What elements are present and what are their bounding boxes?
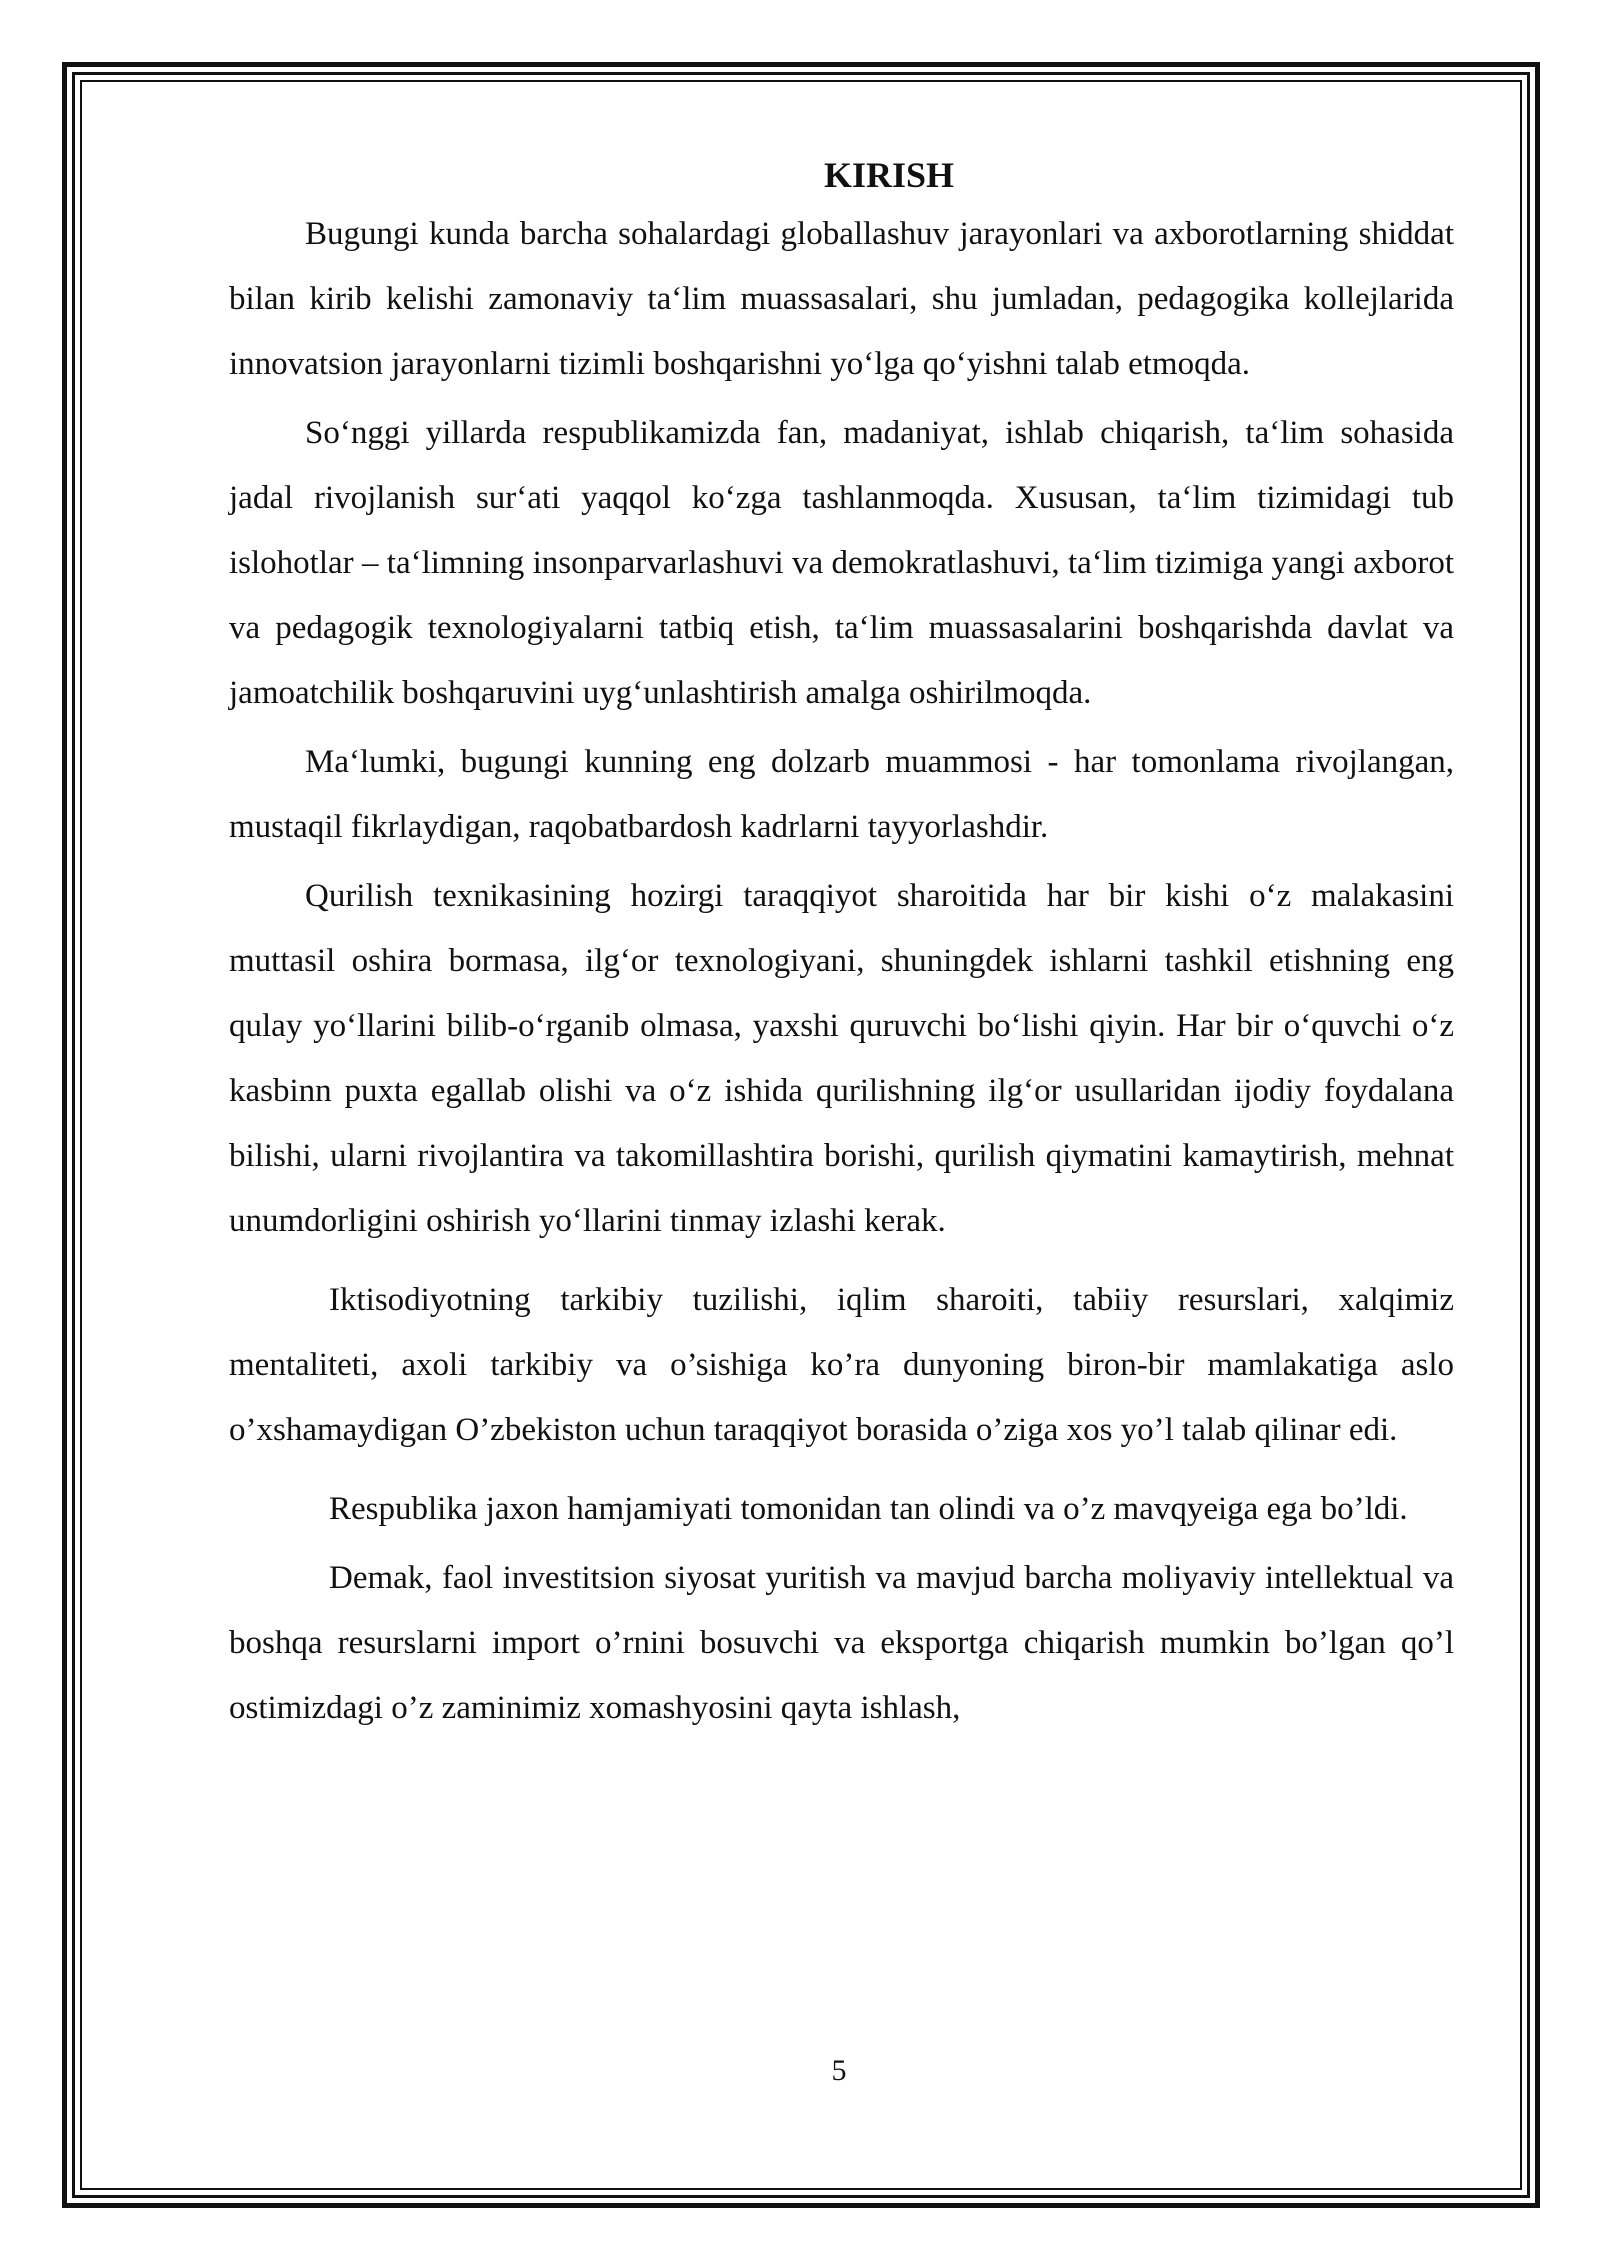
page-number: 5	[831, 2054, 847, 2087]
paragraph-6: Respublika jaxon hamjamiyati tomonidan tan olindi va o’z mavqyeiga ega bo’ldi.	[329, 1491, 1408, 1527]
paragraph-3: Ma‘lumki, bugungi kunning eng dolzarb muammosi - har tomonlama rivojlangan, mustaqil fikrlaydigan, raqobatbardosh kadrlarni tayyorlashdir.	[229, 744, 1454, 845]
paragraph-5: Iktisodiyotning tarkibiy tuzilishi, iqlim sharoiti, tabiiy resurslari, xalqimiz mentaliteti, axoli tarkibiy va o’sishiga ko’ra dunyoning biron-bir mamlakatiga aslo o’xshamaydigan O’zbekiston uchun taraqqiyot borasida o’ziga xos yo’l talab qilinar edi.	[229, 1282, 1454, 1448]
paragraph-7: Demak, faol investitsion siyosat yuritish va mavjud barcha moliyaviy intellektual va boshqa resurslarni import o’rnini bosuvchi va eksportga chiqarish mumkin bo’lgan qo’l ostimizdagi o’z zaminimiz xomashyosini qayta ishlash,	[229, 1560, 1454, 1726]
paragraph-2: So‘nggi yillarda respublikamizda fan, madaniyat, ishlab chiqarish, ta‘lim sohasida jadal rivojlanish sur‘ati yaqqol ko‘zga tashlanmoqda. Xususan, ta‘lim tizimidagi tub islohotlar – ta‘limning insonparvarlashuvi va demokratlashuvi, ta‘lim tizimiga yangi axborot va pedagogik texnologiyalarni tatbiq etish, ta‘lim muassasalarini boshqarishda davlat va jamoatchilik boshqaruvini uyg‘unlashtirish amalga oshirilmoqda.	[229, 415, 1454, 711]
document-body	[229, 148, 1454, 1741]
paragraph-1: Bugungi kunda barcha sohalardagi globallashuv jarayonlari va axborotlarning shiddat bilan kirib kelishi zamonaviy ta‘lim muassasalari, shu jumladan, pedagogika kollejlarida innovatsion jarayonlarni tizimli boshqarishni yo‘lga qo‘yishni talab etmoqda.	[229, 216, 1454, 382]
section-heading: KIRISH	[823, 155, 955, 195]
paragraph-4: Qurilish texnikasining hozirgi taraqqiyot sharoitida har bir kishi o‘z malakasini muttasil oshira bormasa, ilg‘or texnologiyani, shuningdek ishlarni tashkil etishning eng qulay yo‘llarini bilib-o‘rganib olmasa, yaxshi quruvchi bo‘lishi qiyin. Har bir o‘quvchi o‘z kasbinn puxta egallab olishi va o‘z ishida qurilishning ilg‘or usullaridan ijodiy foydalana bilishi, ularni rivojlantira va takomillashtira borishi, qurilish qiymatini kamaytirish, mehnat unumdorligini oshirish yo‘llarini tinmay izlashi kerak.	[229, 878, 1454, 1239]
